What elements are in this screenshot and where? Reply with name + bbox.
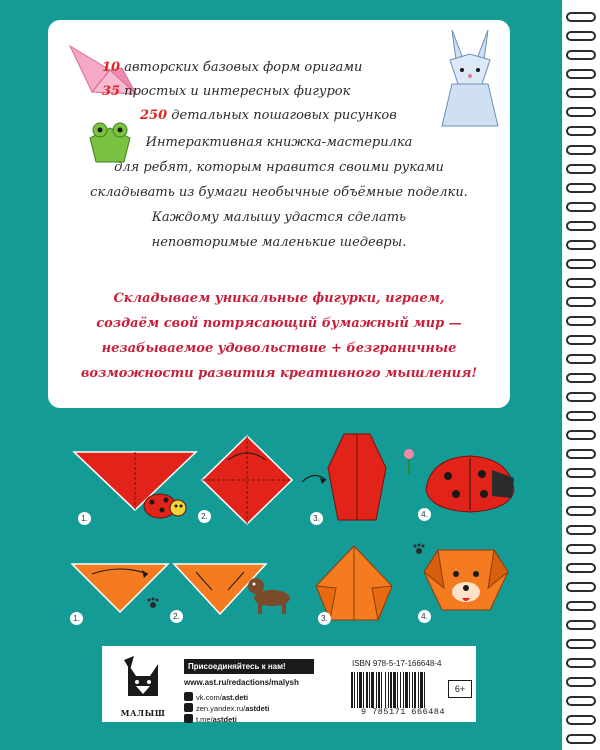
barcode-bar <box>371 672 374 708</box>
spiral-ring <box>566 183 596 193</box>
spiral-ring <box>566 430 596 440</box>
spiral-binding <box>562 0 600 750</box>
spiral-ring <box>566 297 596 307</box>
vk-link[interactable] <box>184 692 248 702</box>
publisher-logo-text: МАЛЫШ <box>120 708 166 718</box>
spiral-ring <box>566 69 596 79</box>
feature-line <box>102 84 350 99</box>
zen-link[interactable] <box>184 703 269 713</box>
intro-line: неповторимые маленькие шедевры. <box>151 235 407 250</box>
publisher-cat-logo <box>116 656 170 714</box>
ladybug-step-2 <box>198 432 296 528</box>
ladybug-step-3 <box>322 428 392 528</box>
barcode-bar <box>418 672 419 708</box>
barcode-bar <box>388 672 389 708</box>
barcode-bar <box>400 672 401 708</box>
spiral-ring <box>566 487 596 497</box>
intro-line: Каждому малышу удастся сделать <box>151 210 407 225</box>
barcode-bar <box>412 672 413 708</box>
barcode-bar <box>354 672 355 708</box>
barcode-bar <box>351 672 353 708</box>
spiral-ring <box>566 639 596 649</box>
barcode-bar <box>403 672 404 708</box>
paw-icon <box>412 542 426 556</box>
spiral-ring <box>566 449 596 459</box>
telegram-link[interactable] <box>184 714 237 724</box>
spiral-ring <box>566 145 596 155</box>
publisher-info-block <box>102 646 476 722</box>
spiral-ring <box>566 468 596 478</box>
spiral-ring <box>566 696 596 706</box>
step-number: 2. <box>170 610 183 623</box>
barcode-bar <box>385 672 386 708</box>
spiral-ring <box>566 126 596 136</box>
zen-handle: astdeti <box>245 704 270 713</box>
spiral-ring <box>566 354 596 364</box>
step-number: 1. <box>78 512 91 525</box>
vk-handle: ast.deti <box>221 693 249 702</box>
intro-line: Интерактивная книжка-мастерилка <box>145 135 413 150</box>
age-rating-badge: 6+ <box>448 680 472 698</box>
ladybug-step-4 <box>420 450 520 516</box>
paw-icon <box>146 596 160 610</box>
feature-text: авторских базовых форм оригами <box>124 60 363 75</box>
zen-prefix: zen.yandex.ru/ <box>196 704 246 713</box>
tagline-line: незабываемое удовольствие + безграничные <box>101 341 457 356</box>
spiral-ring <box>566 12 596 22</box>
step-number: 2. <box>198 510 211 523</box>
rabbit-origami-icon <box>436 26 504 134</box>
website-link[interactable]: www.ast.ru/redactions/malysh <box>184 678 299 687</box>
spiral-ring <box>566 107 596 117</box>
intro-line: складывать из бумаги необычные объёмные поделки. <box>90 185 468 200</box>
spiral-ring <box>566 31 596 41</box>
barcode-bar <box>369 672 370 708</box>
barcode-bar <box>409 672 410 708</box>
spiral-ring <box>566 677 596 687</box>
barcode-number: 9 785171 666484 <box>360 707 445 717</box>
feature-number: 250 <box>140 108 168 123</box>
spiral-ring <box>566 50 596 60</box>
tagline-line: Складываем уникальные фигурки, играем, <box>113 291 445 306</box>
isbn-text: ISBN 978-5-17-166648-4 <box>352 659 442 668</box>
barcode-bar <box>359 672 362 708</box>
intro-text <box>48 130 510 255</box>
feature-text: детальных пошаговых рисунков <box>171 108 397 123</box>
spiral-ring <box>566 88 596 98</box>
step-number: 3. <box>318 612 331 625</box>
step-number: 1. <box>70 612 83 625</box>
barcode-bar <box>424 672 425 708</box>
telegram-icon <box>184 714 193 723</box>
spiral-ring <box>566 164 596 174</box>
spiral-ring <box>566 373 596 383</box>
telegram-handle: astdeti <box>212 715 237 724</box>
feature-line <box>140 108 397 123</box>
barcode-bar <box>397 672 398 708</box>
step-number: 3. <box>310 512 323 525</box>
tagline-text <box>48 286 510 386</box>
feature-text: простых и интересных фигурок <box>124 84 351 99</box>
barcode-bar <box>363 672 364 708</box>
feature-number: 10 <box>102 60 121 75</box>
barcode-bar <box>393 672 396 708</box>
zen-icon <box>184 703 193 712</box>
spiral-ring <box>566 563 596 573</box>
barcode-bar <box>378 672 380 708</box>
spiral-ring <box>566 221 596 231</box>
spiral-ring <box>566 544 596 554</box>
tagline-line: возможности развития креативного мышления! <box>80 366 478 381</box>
intro-line: для ребят, которым нравится своими руками <box>114 160 444 175</box>
spiral-ring <box>566 715 596 725</box>
barcode-bar <box>420 672 423 708</box>
tagline-line: создаём свой потрясающий бумажный мир — <box>96 316 462 331</box>
spiral-ring <box>566 582 596 592</box>
join-us-label: Присоединяйтесь к нам! <box>184 659 314 674</box>
spiral-ring <box>566 734 596 744</box>
barcode-bar <box>405 672 408 708</box>
spiral-ring <box>566 259 596 269</box>
barcode <box>349 672 457 708</box>
barcode-bar <box>357 672 358 708</box>
barcode-bar <box>414 672 416 708</box>
barcode-bar <box>381 672 382 708</box>
vk-prefix: vk.com/ <box>196 693 222 702</box>
spiral-ring <box>566 392 596 402</box>
spiral-ring <box>566 202 596 212</box>
barcode-bar <box>376 672 377 708</box>
spiral-ring <box>566 278 596 288</box>
step-number: 4. <box>418 610 431 623</box>
spiral-ring <box>566 335 596 345</box>
dog-step-4 <box>418 544 514 618</box>
spiral-ring <box>566 658 596 668</box>
ladybug-icon <box>142 486 190 522</box>
flower-icon <box>398 446 420 476</box>
step-number: 4. <box>418 508 431 521</box>
spiral-ring <box>566 240 596 250</box>
telegram-prefix: t.me/ <box>196 715 213 724</box>
feature-line <box>102 60 362 75</box>
feature-number: 35 <box>102 84 121 99</box>
vk-icon <box>184 692 193 701</box>
spiral-ring <box>566 601 596 611</box>
dog-icon <box>244 572 296 618</box>
spiral-ring <box>566 506 596 516</box>
spiral-ring <box>566 525 596 535</box>
barcode-bar <box>366 672 368 708</box>
spiral-ring <box>566 316 596 326</box>
spiral-ring <box>566 411 596 421</box>
barcode-bar <box>390 672 392 708</box>
spiral-ring <box>566 620 596 630</box>
